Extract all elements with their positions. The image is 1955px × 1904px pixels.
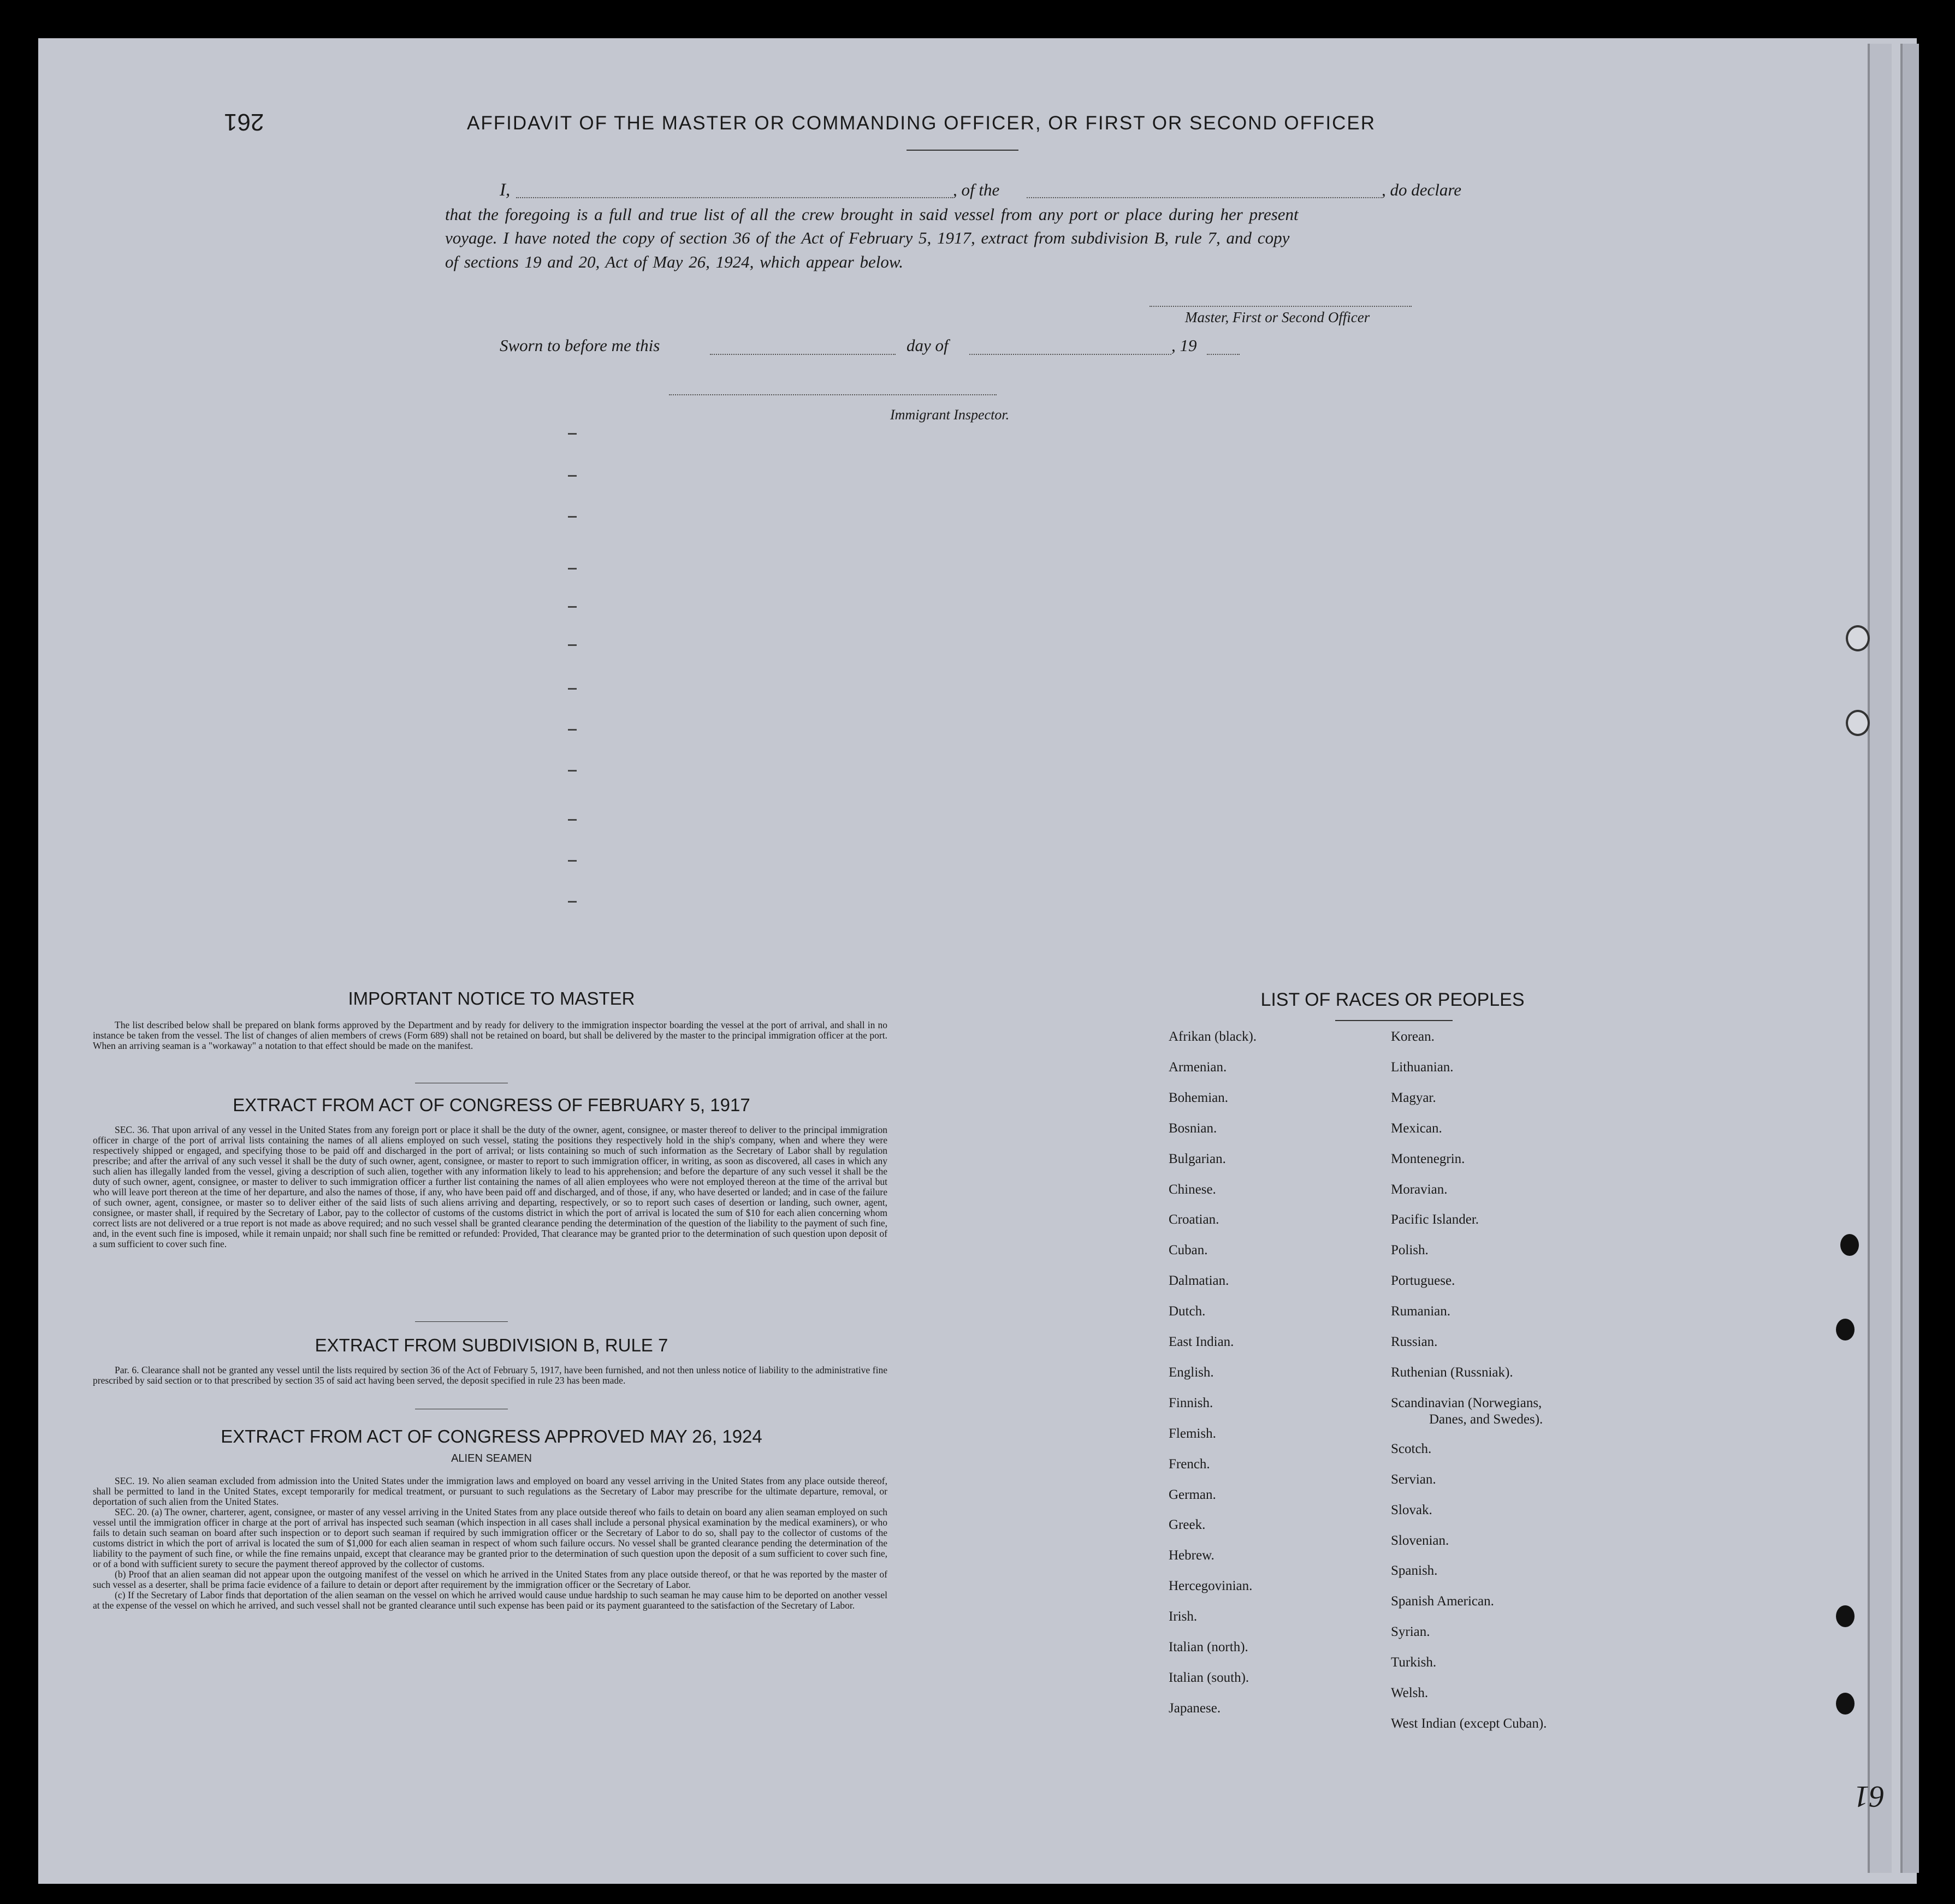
inspector-label: Immigrant Inspector. (890, 407, 1010, 423)
race-item: Slovak. (1391, 1502, 1432, 1517)
race-item: German. (1169, 1487, 1216, 1502)
corner-mark: 61 (1854, 1780, 1885, 1813)
extract-1924-text (93, 1476, 887, 1611)
race-item: West Indian (except Cuban). (1391, 1716, 1547, 1731)
race-item: Bulgarian. (1169, 1151, 1226, 1166)
race-item: Magyar. (1391, 1090, 1436, 1105)
punch-hole (1846, 625, 1870, 651)
race-item: Servian. (1391, 1472, 1436, 1487)
punch-hole (1836, 1693, 1855, 1715)
race-item: Italian (north). (1169, 1640, 1248, 1654)
race-item: Dalmatian. (1169, 1273, 1229, 1289)
race-item: Hercegovinian. (1169, 1579, 1253, 1594)
race-item: Japanese. (1169, 1700, 1221, 1716)
race-item: Spanish. (1391, 1563, 1438, 1579)
race-item: Irish. (1169, 1609, 1198, 1624)
margin-dash (568, 606, 577, 608)
page-mark: 261 (224, 109, 264, 135)
inspector-signature-field[interactable] (669, 394, 997, 395)
par-6-paragraph: Par. 6. Clearance shall not be granted any vessel until the lists required by section 36 of the Act of February 5, 1917, have been furnished, and not then unless notice of liability to the administrative fine prescribed by said section or to that prescribed by section 35 of said act having been served, the deposit specified in rule 23 has been made. (93, 1365, 887, 1386)
race-item: Moravian. (1391, 1182, 1448, 1197)
race-item: Korean. (1391, 1029, 1435, 1044)
affidavit-title: AFFIDAVIT OF THE MASTER OR COMMANDING OFFICER, OR FIRST OR SECOND OFFICER (467, 112, 1376, 134)
extract-1924-title: EXTRACT FROM ACT OF CONGRESS APPROVED MAY 26, 1924 (221, 1426, 762, 1446)
sec-20a-paragraph: SEC. 20. (a) The owner, charterer, agent, consignee, or master of any vessel arriving in the United States from any place outside thereof who fails to detain on board any alien seaman employed on such vessel until the immigration officer in charge at the port of arrival has inspected such seaman (which inspection in all cases shall include a personal physical examination by the medical examiners), or who fails to detain such seaman on board after such inspection or to deport such seaman if required by such immigration officer or the Secretary of Labor to do so, shall pay to the collector of customs of the customs district in which the port of arrival is located the sum of $1,000 for each alien seaman in respect of whom such failure occurs. No vessel shall be granted clearance pending the determination of the liability to the payment of such fine, or while the fine remains unpaid, except that clearance may be granted prior to the determination of such question upon the deposit of a sum sufficient to cover such fine, or of a bond with sufficient surety to secure the payment thereof approved by the collector of customs. (93, 1506, 887, 1569)
race-item: Scotch. (1391, 1441, 1432, 1456)
race-item: Spanish American. (1391, 1594, 1494, 1609)
page-edge (1900, 44, 1919, 1873)
margin-dash (568, 860, 577, 862)
margin-dash (568, 729, 577, 731)
sworn-month-field[interactable] (969, 354, 1171, 355)
signature-field[interactable] (1150, 306, 1412, 307)
margin-dash (568, 568, 577, 570)
punch-hole (1836, 1319, 1855, 1340)
year-label: , 19 (1171, 336, 1197, 355)
sworn-day-field[interactable] (710, 354, 896, 355)
margin-dash (568, 901, 577, 903)
page-edge (1868, 44, 1892, 1873)
title-rule (907, 150, 1018, 151)
punch-hole (1836, 1605, 1855, 1627)
margin-dash (568, 770, 577, 772)
races-title-rule (1335, 1020, 1453, 1021)
punch-hole (1846, 710, 1870, 736)
race-item: Croatian. (1169, 1212, 1219, 1227)
margin-dash (568, 819, 577, 821)
extract-rule7-text (93, 1365, 887, 1386)
sec-19-paragraph: SEC. 19. No alien seaman excluded from admission into the United States under the immigration laws and employed on board any vessel arriving in the United States from any place outside thereof, shall be permitted to land in the United States, except temporarily for medical treatment, or pursuant to such regulations as the Secretary of Labor may prescribe for the ultimate departure, removal, or deportation of such alien from the United States. (93, 1475, 887, 1507)
race-item: Armenian. (1169, 1059, 1227, 1075)
race-item: Greek. (1169, 1517, 1206, 1533)
race-item: Scandinavian (Norwegians, (1391, 1395, 1542, 1410)
race-item: Lithuanian. (1391, 1059, 1454, 1075)
sec-20c-paragraph: (c) If the Secretary of Labor finds that deportation of the alien seaman on the vessel on which he arrived would cause undue hardship to such seaman he may cause him to be deported on another vessel at the expense of the vessel on which he arrived, and such vessel shall not be granted clearance until such expense has been paid or its payment guaranteed to the satisfaction of the Secretary of Labor. (93, 1589, 887, 1611)
signature-label: Master, First or Second Officer (1185, 309, 1370, 325)
sworn-label: Sworn to before me this (500, 336, 660, 355)
notice-text (93, 1020, 887, 1051)
notice-paragraph: The list described below shall be prepared on blank forms approved by the Department and by ready for delivery to the immigration inspector boarding the vessel at the port of arrival, and shall in no instance be taken from the vessel. The list of changes of alien members of crews (Form 689) shall not be retained on board, but shall be delivered by the master to the principal immigration officer at the port. When an arriving seaman is a "workaway" a notation to that effect should be made on the manifest. (93, 1019, 887, 1051)
notice-title: IMPORTANT NOTICE TO MASTER (348, 988, 635, 1009)
of-the-label: , of the (953, 180, 1000, 199)
alien-seamen-subtitle: ALIEN SEAMEN (451, 1452, 532, 1464)
race-item: Portuguese. (1391, 1273, 1455, 1289)
sec-36-paragraph: SEC. 36. That upon arrival of any vessel in the United States from any foreign port or place it shall be the duty of the owner, agent, consignee, or master thereof to deliver to the principal immigration officer in charge of the port of arrival lists containing the names of all aliens employed on such vessel, stating the positions they respectively hold in the ship's company, when and where they were respectively shipped or engaged, and specifying those to be paid off and discharged in the port of arrival; or lists containing so much of such information as the Secretary of Labor shall by regulation prescribe; and after the arrival of any such vessel it shall be the duty of such owner, agent, consignee, or master to report to such immigration officer, in writing, as soon as discovered, all cases in which any such alien has illegally landed from the vessel, giving a description of such alien, together with any information likely to lead to his apprehension; and before the departure of any such vessel it shall be the duty of such owner, agent, consignee, or master to deliver to such immigration officer a further list containing the names of all alien employees who were not employed thereon at the time of the arrival but who will leave port thereon at the time of her departure, and also the names of those, if any, who have been paid off and discharged, and of those, if any, who have deserted or landed; and in case of the failure of such owner, agent, consignee, or master so to deliver either of the said lists of such aliens arriving and departing, respectively, or so to report such cases of desertion or landing, such owner, agent, consignee, or master shall, if required by the Secretary of Labor, pay to the collector of customs of the customs district in which the port of arrival is located the sum of $10 for each alien concerning whom correct lists are not delivered or a true report is not made as above required; and no such vessel shall be granted clearance pending the determination of the question of the liability to the payment of such fine, and, in the event such fine is imposed, while it remain unpaid; nor shall such fine be remitted or refunded: Provided, That clearance may be granted prior to the determination of such question upon deposit of a sum sufficient to cover such fine. (93, 1124, 887, 1249)
margin-dash (568, 475, 577, 477)
extract-rule7-title: EXTRACT FROM SUBDIVISION B, RULE 7 (315, 1335, 668, 1355)
race-item: Ruthenian (Russniak). (1391, 1365, 1513, 1380)
race-item: Turkish. (1391, 1655, 1437, 1670)
do-declare-label: , do declare (1382, 180, 1462, 199)
sworn-year-field[interactable] (1207, 354, 1240, 355)
race-item: Bohemian. (1169, 1090, 1229, 1105)
race-item: Chinese. (1169, 1182, 1216, 1197)
margin-dash (568, 433, 577, 435)
race-item: Dutch. (1169, 1304, 1206, 1319)
sec-20b-paragraph: (b) Proof that an alien seaman did not appear upon the outgoing manifest of the vessel on which he arrived in the United States from any place outside thereof, or that he was reported by the master of such vessel as a deserter, shall be prima facie evidence of a failure to detain or deport after requirement by the immigration officer or the Secretary of Labor. (93, 1569, 887, 1590)
race-item: Mexican. (1391, 1120, 1442, 1136)
affidavit-line-2: that the foregoing is a full and true list of all the crew brought in said vessel from any port or place during her present (445, 205, 1299, 224)
race-item: Russian. (1391, 1334, 1438, 1349)
race-item: Afrikan (black). (1169, 1029, 1257, 1044)
race-item: Syrian. (1391, 1624, 1430, 1640)
race-item: Welsh. (1391, 1686, 1429, 1700)
affidavit-line-3: voyage. I have noted the copy of section 36 of the Act of February 5, 1917, extract from subdivision B, rule 7, and copy (445, 228, 1290, 247)
race-item: Polish. (1391, 1243, 1429, 1258)
race-item: Italian (south). (1169, 1670, 1249, 1685)
race-item: English. (1169, 1365, 1214, 1380)
race-item: Pacific Islander. (1391, 1212, 1479, 1227)
race-item: Bosnian. (1169, 1120, 1217, 1136)
race-item: East Indian. (1169, 1334, 1234, 1349)
margin-dash (568, 516, 577, 518)
affidavit-line-4: of sections 19 and 20, Act of May 26, 1924, which appear below. (445, 252, 904, 271)
race-item: Danes, and Swedes). (1429, 1411, 1543, 1427)
race-item: Slovenian. (1391, 1533, 1449, 1548)
section-rule (415, 1321, 508, 1322)
race-item: Hebrew. (1169, 1548, 1215, 1563)
day-of-label: day of (907, 336, 949, 355)
margin-dash (568, 644, 577, 646)
declarant-name-field[interactable] (516, 197, 953, 198)
race-item: Rumanian. (1391, 1304, 1451, 1319)
extract-1917-text (93, 1125, 887, 1249)
race-item: Finnish. (1169, 1395, 1213, 1410)
punch-hole (1840, 1234, 1859, 1256)
declarant-label: I, (500, 180, 511, 200)
race-item: Flemish. (1169, 1426, 1216, 1441)
extract-1917-title: EXTRACT FROM ACT OF CONGRESS OF FEBRUARY 5, 1917 (233, 1095, 750, 1115)
race-item: Montenegrin. (1391, 1151, 1465, 1166)
vessel-name-field[interactable] (1027, 197, 1382, 198)
race-item: Cuban. (1169, 1243, 1208, 1258)
margin-dash (568, 688, 577, 690)
races-title: LIST OF RACES OR PEOPLES (1260, 989, 1525, 1010)
race-item: French. (1169, 1456, 1210, 1472)
